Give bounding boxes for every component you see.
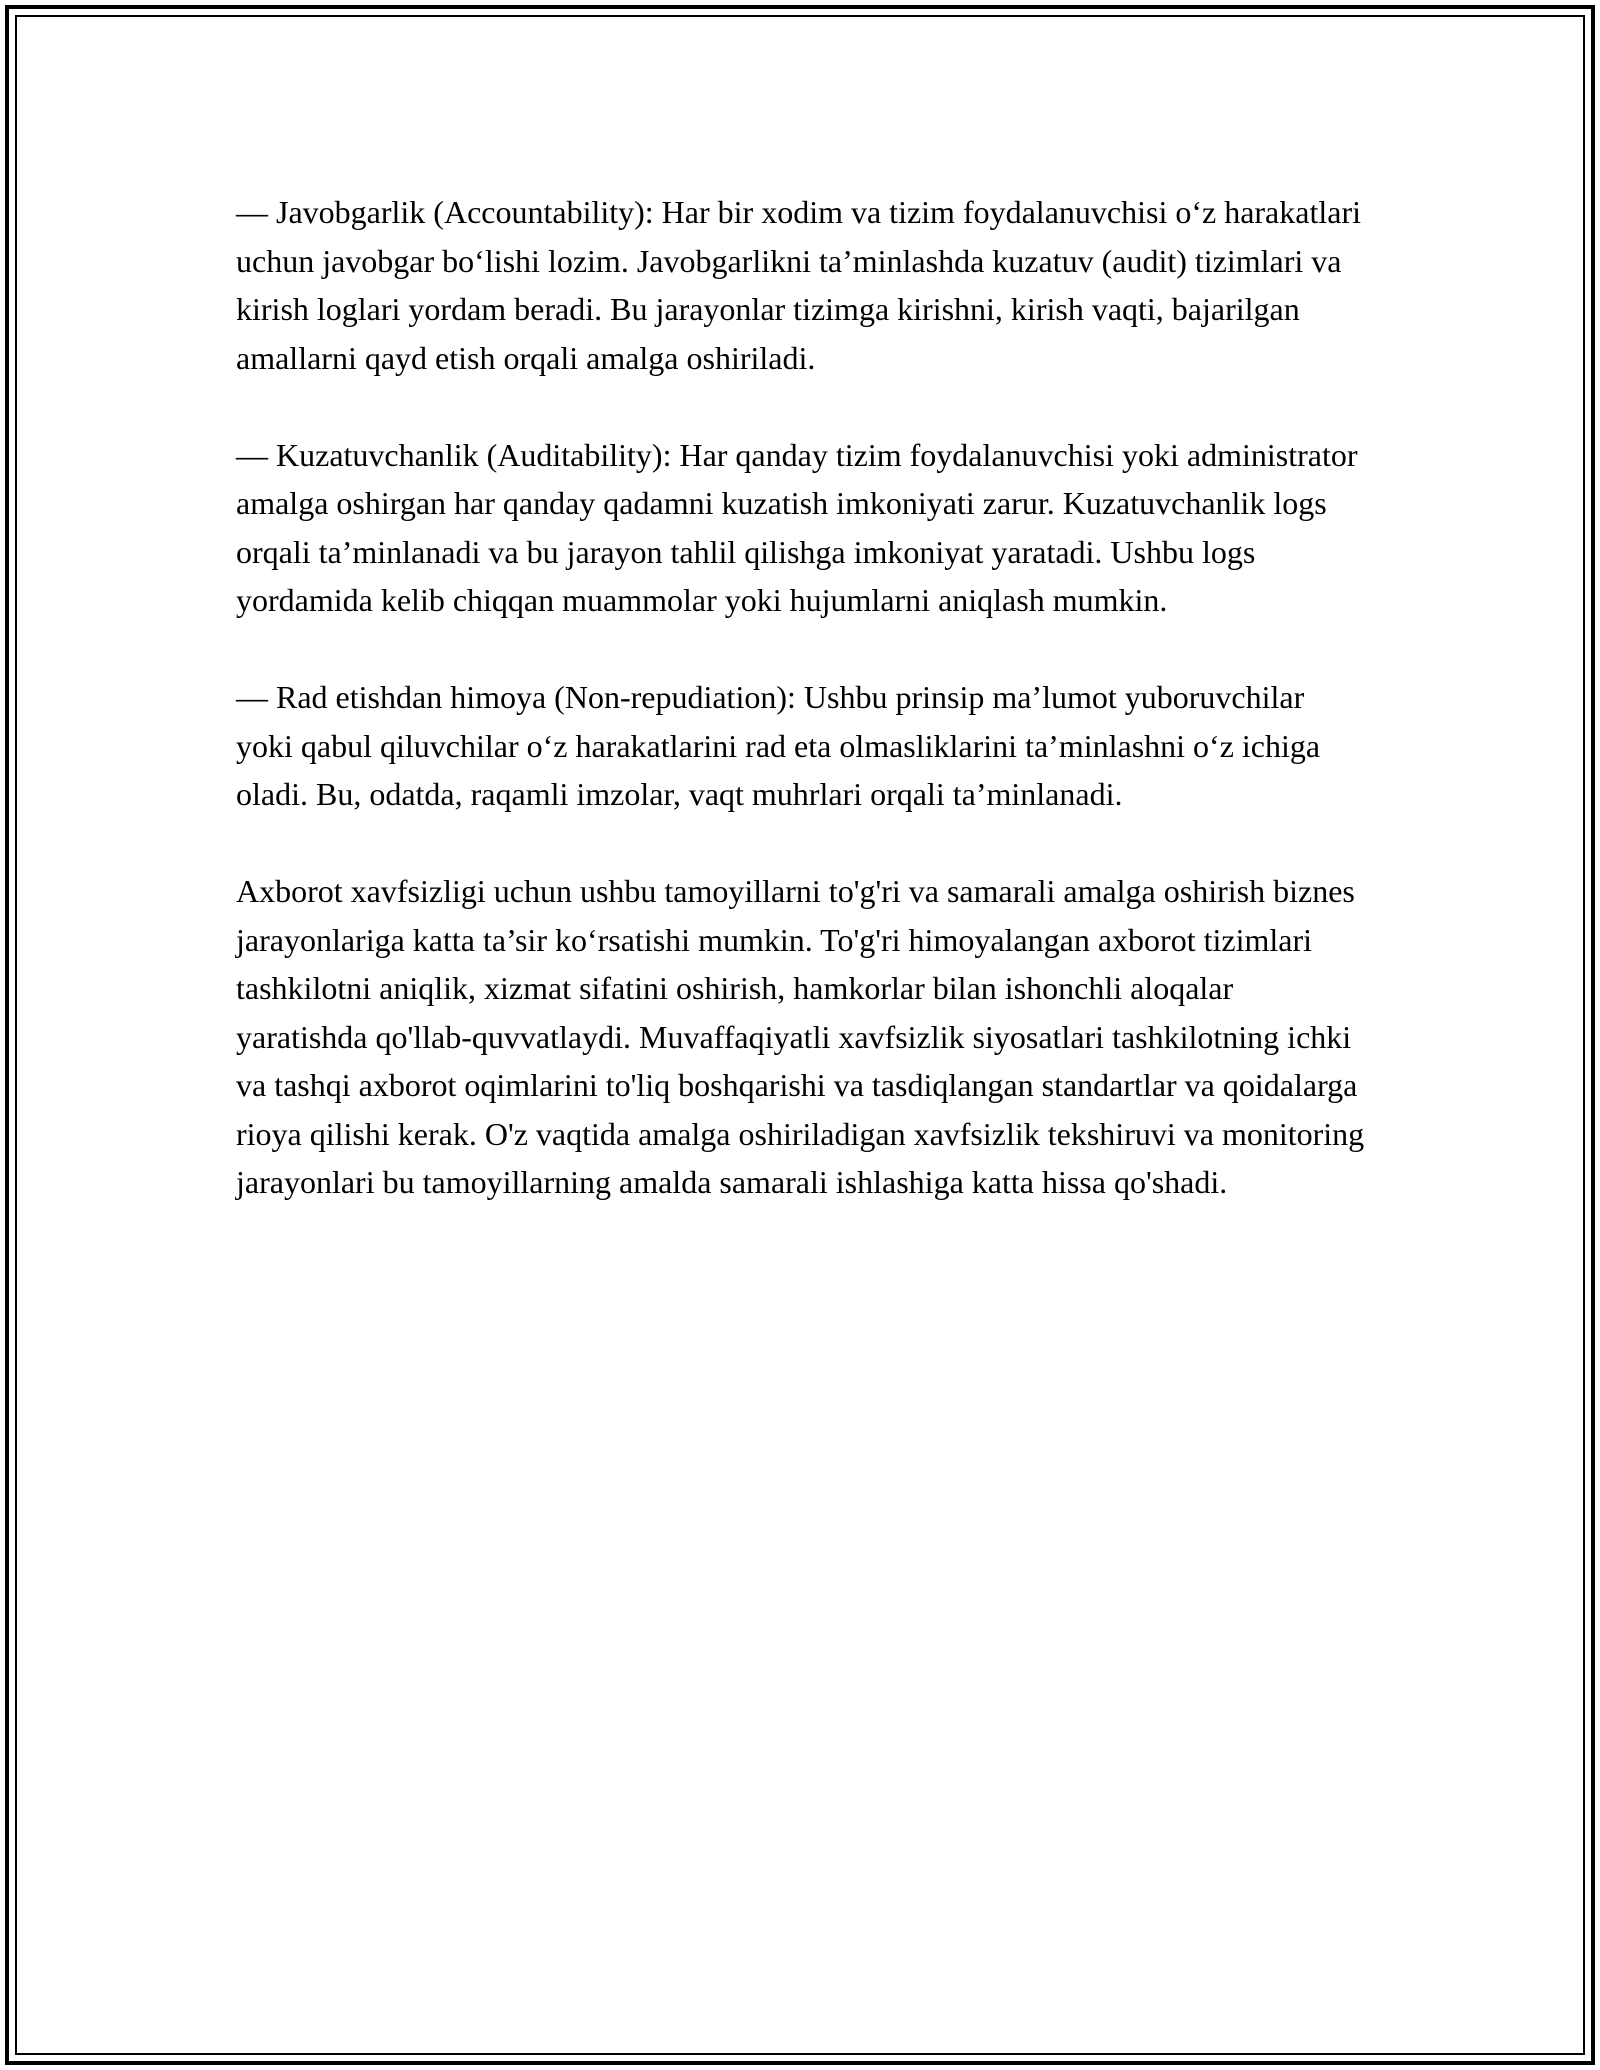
paragraph-non-repudiation: — Rad etishdan himoya (Non-repudiation): Ushbu prinsip ma’lumot yuboruvchilar yoki qabul qiluvchilar o‘z harakatlarini rad eta olmasliklarini ta’minlashni o‘z ichiga oladi. Bu, odatda, raqamli imzolar, vaqt muhrlari orqali ta’minlanadi. [236, 679, 1321, 812]
paragraph-accountability: — Javobgarlik (Accountability): Har bir xodim va tizim foydalanuvchisi o‘z harakatlari uchun javobgar bo‘lishi lozim. Javobgarlikni ta’minlashda kuzatuv (audit) tizimlari va kirish loglari yordam beradi. Bu jarayonlar tizimga kirishni, kirish vaqti, bajarilgan amallarni qayd etish orqali amalga oshiriladi. [236, 194, 1361, 376]
paragraph-auditability: — Kuzatuvchanlik (Auditability): Har qanday tizim foydalanuvchisi yoki administrator amalga oshirgan har qanday qadamni kuzatish imkoniyati zarur. Kuzatuvchanlik logs orqali ta’minlanadi va bu jarayon tahlil qilishga imkoniyat yaratadi. Ushbu logs yordamida kelib chiqqan muammolar yoki hujumlarni aniqlash mumkin. [236, 436, 1358, 618]
paragraph-conclusion: Axborot xavfsizligi uchun ushbu tamoyillarni to'g'ri va samarali amalga oshirish biznes jarayonlariga katta ta’sir ko‘rsatishi mumkin. To'g'ri himoyalangan axborot tizimlari tashkilotni aniqlik, xizmat sifatini oshirish, hamkorlar bilan ishonchli aloqalar yaratishda qo'llab-quvvatlaydi. Muvaffaqiyatli xavfsizlik siyosatlari tashkilotning ichki va tashqi axborot oqimlarini to'liq boshqarishi va tasdiqlangan standartlar va qoidalarga rioya qilishi kerak. O'z vaqtida amalga oshiriladigan xavfsizlik tekshiruvi va monitoring jarayonlari bu tamoyillarning amalda samarali ishlashiga katta hissa qo'shadi. [236, 873, 1365, 1200]
document-body [236, 188, 1366, 1255]
